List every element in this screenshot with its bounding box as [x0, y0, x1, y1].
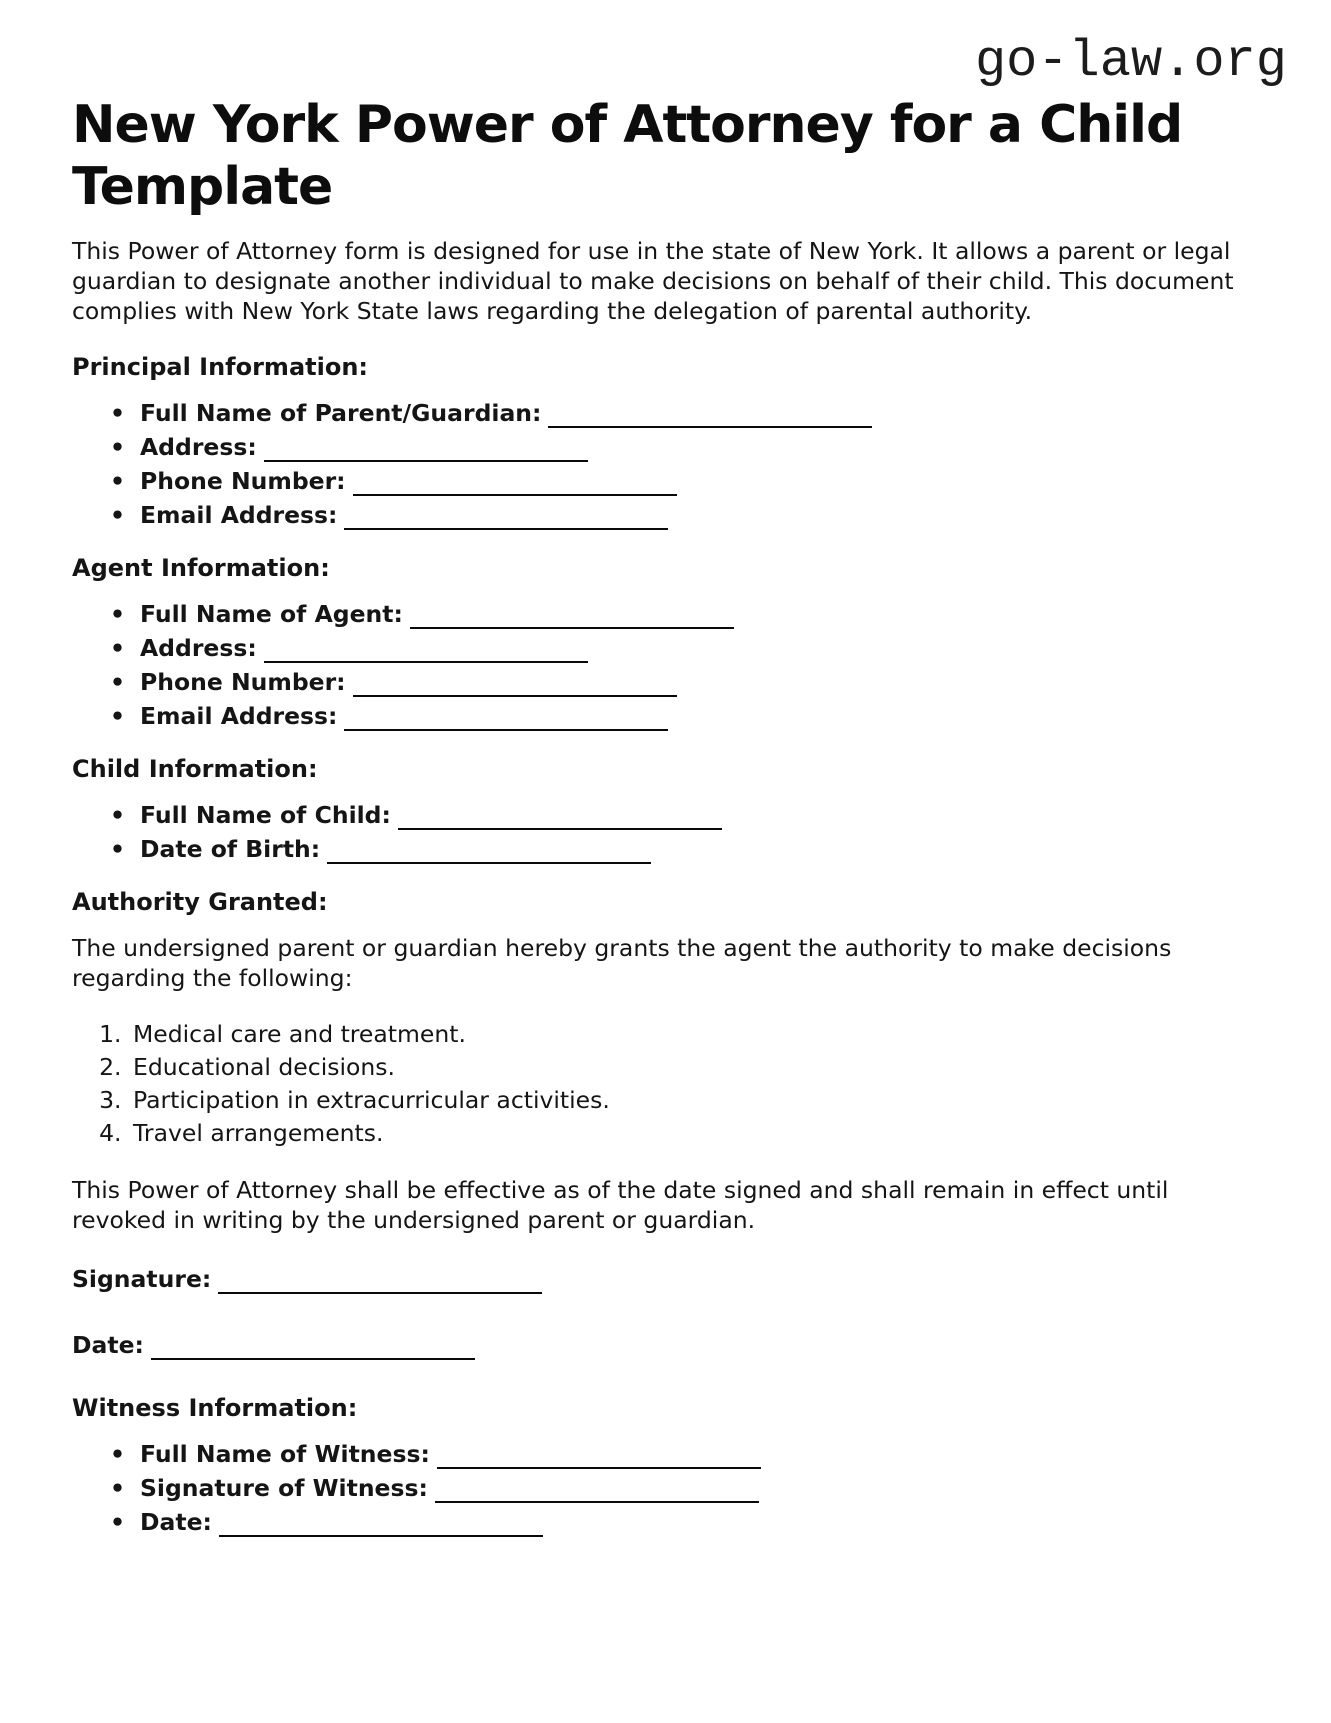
authority-item: 2. Educational decisions.	[129, 1052, 1253, 1083]
blank-line	[435, 1475, 759, 1503]
bullet-icon: •	[110, 801, 126, 829]
field-label: Full Name of Parent/Guardian:	[140, 399, 542, 427]
section-heading-agent: Agent Information:	[72, 554, 330, 582]
blank-line	[218, 1266, 542, 1294]
field-row-principal-email	[110, 500, 1253, 531]
field-row-witness-name	[110, 1439, 1253, 1470]
date-line	[72, 1327, 1253, 1363]
authority-items-list	[72, 1019, 1253, 1149]
principal-fields-list	[72, 398, 1253, 531]
field-label: Full Name of Witness:	[140, 1440, 430, 1468]
bullet-icon: •	[110, 501, 126, 529]
authority-item: 4. Travel arrangements.	[129, 1118, 1253, 1149]
field-label: Full Name of Child:	[140, 801, 391, 829]
bullet-icon: •	[110, 467, 126, 495]
blank-line	[327, 836, 651, 864]
date-label: Date:	[72, 1331, 144, 1359]
blank-line	[219, 1509, 543, 1537]
field-label: Address:	[140, 433, 257, 461]
field-row-agent-phone	[110, 667, 1253, 698]
blank-line	[398, 802, 722, 830]
document-title: New York Power of Attorney for a Child Template	[72, 95, 1183, 217]
bullet-icon: •	[110, 835, 126, 863]
field-row-principal-name	[110, 398, 1253, 429]
bullet-icon: •	[110, 1508, 126, 1536]
field-row-principal-address	[110, 432, 1253, 463]
field-label: Email Address:	[140, 501, 338, 529]
field-row-agent-name	[110, 599, 1253, 630]
field-label: Address:	[140, 634, 257, 662]
bullet-icon: •	[110, 702, 126, 730]
blank-line	[151, 1332, 475, 1360]
bullet-icon: •	[110, 634, 126, 662]
blank-line	[353, 669, 677, 697]
field-row-agent-email	[110, 701, 1253, 732]
blank-line	[548, 400, 872, 428]
blank-line	[410, 601, 734, 629]
section-heading-child: Child Information:	[72, 755, 318, 783]
blank-line	[344, 703, 668, 731]
intro-paragraph: This Power of Attorney form is designed for use in the state of New York. It allows a parent or legal guardian to designate another individual to make decisions on behalf of their child. This document complies with New York State laws regarding the delegation of parental authority.	[72, 237, 1234, 325]
section-heading-witness: Witness Information:	[72, 1394, 358, 1422]
signature-line	[72, 1261, 1253, 1297]
child-fields-list	[72, 800, 1253, 865]
section-heading-authority: Authority Granted:	[72, 888, 328, 916]
field-row-child-name	[110, 800, 1253, 831]
bullet-icon: •	[110, 399, 126, 427]
blank-line	[264, 635, 588, 663]
authority-item: 1. Medical care and treatment.	[129, 1019, 1253, 1050]
field-label: Phone Number:	[140, 668, 346, 696]
signature-label: Signature:	[72, 1265, 212, 1293]
field-label: Full Name of Agent:	[140, 600, 403, 628]
authority-intro-paragraph: The undersigned parent or guardian hereby grants the agent the authority to make decisions regarding the following:	[72, 934, 1172, 992]
field-label: Signature of Witness:	[140, 1474, 428, 1502]
effectiveness-paragraph: This Power of Attorney shall be effective as of the date signed and shall remain in effect until revoked in writing by the undersigned parent or guardian.	[72, 1176, 1169, 1234]
authority-item: 3. Participation in extracurricular activities.	[129, 1085, 1253, 1116]
bullet-icon: •	[110, 433, 126, 461]
blank-line	[344, 502, 668, 530]
bullet-icon: •	[110, 600, 126, 628]
agent-fields-list	[72, 599, 1253, 732]
bullet-icon: •	[110, 1474, 126, 1502]
field-row-agent-address	[110, 633, 1253, 664]
field-label: Phone Number:	[140, 467, 346, 495]
field-row-child-dob	[110, 834, 1253, 865]
field-label: Date of Birth:	[140, 835, 321, 863]
blank-line	[437, 1441, 761, 1469]
field-label: Email Address:	[140, 702, 338, 730]
field-row-principal-phone	[110, 466, 1253, 497]
section-heading-principal: Principal Information:	[72, 353, 369, 381]
blank-line	[264, 434, 588, 462]
field-row-witness-signature	[110, 1473, 1253, 1504]
field-label: Date:	[140, 1508, 212, 1536]
bullet-icon: •	[110, 1440, 126, 1468]
site-logo: go-law.org	[974, 32, 1287, 91]
bullet-icon: •	[110, 668, 126, 696]
field-row-witness-date	[110, 1507, 1253, 1538]
witness-fields-list	[72, 1439, 1253, 1538]
blank-line	[353, 468, 677, 496]
